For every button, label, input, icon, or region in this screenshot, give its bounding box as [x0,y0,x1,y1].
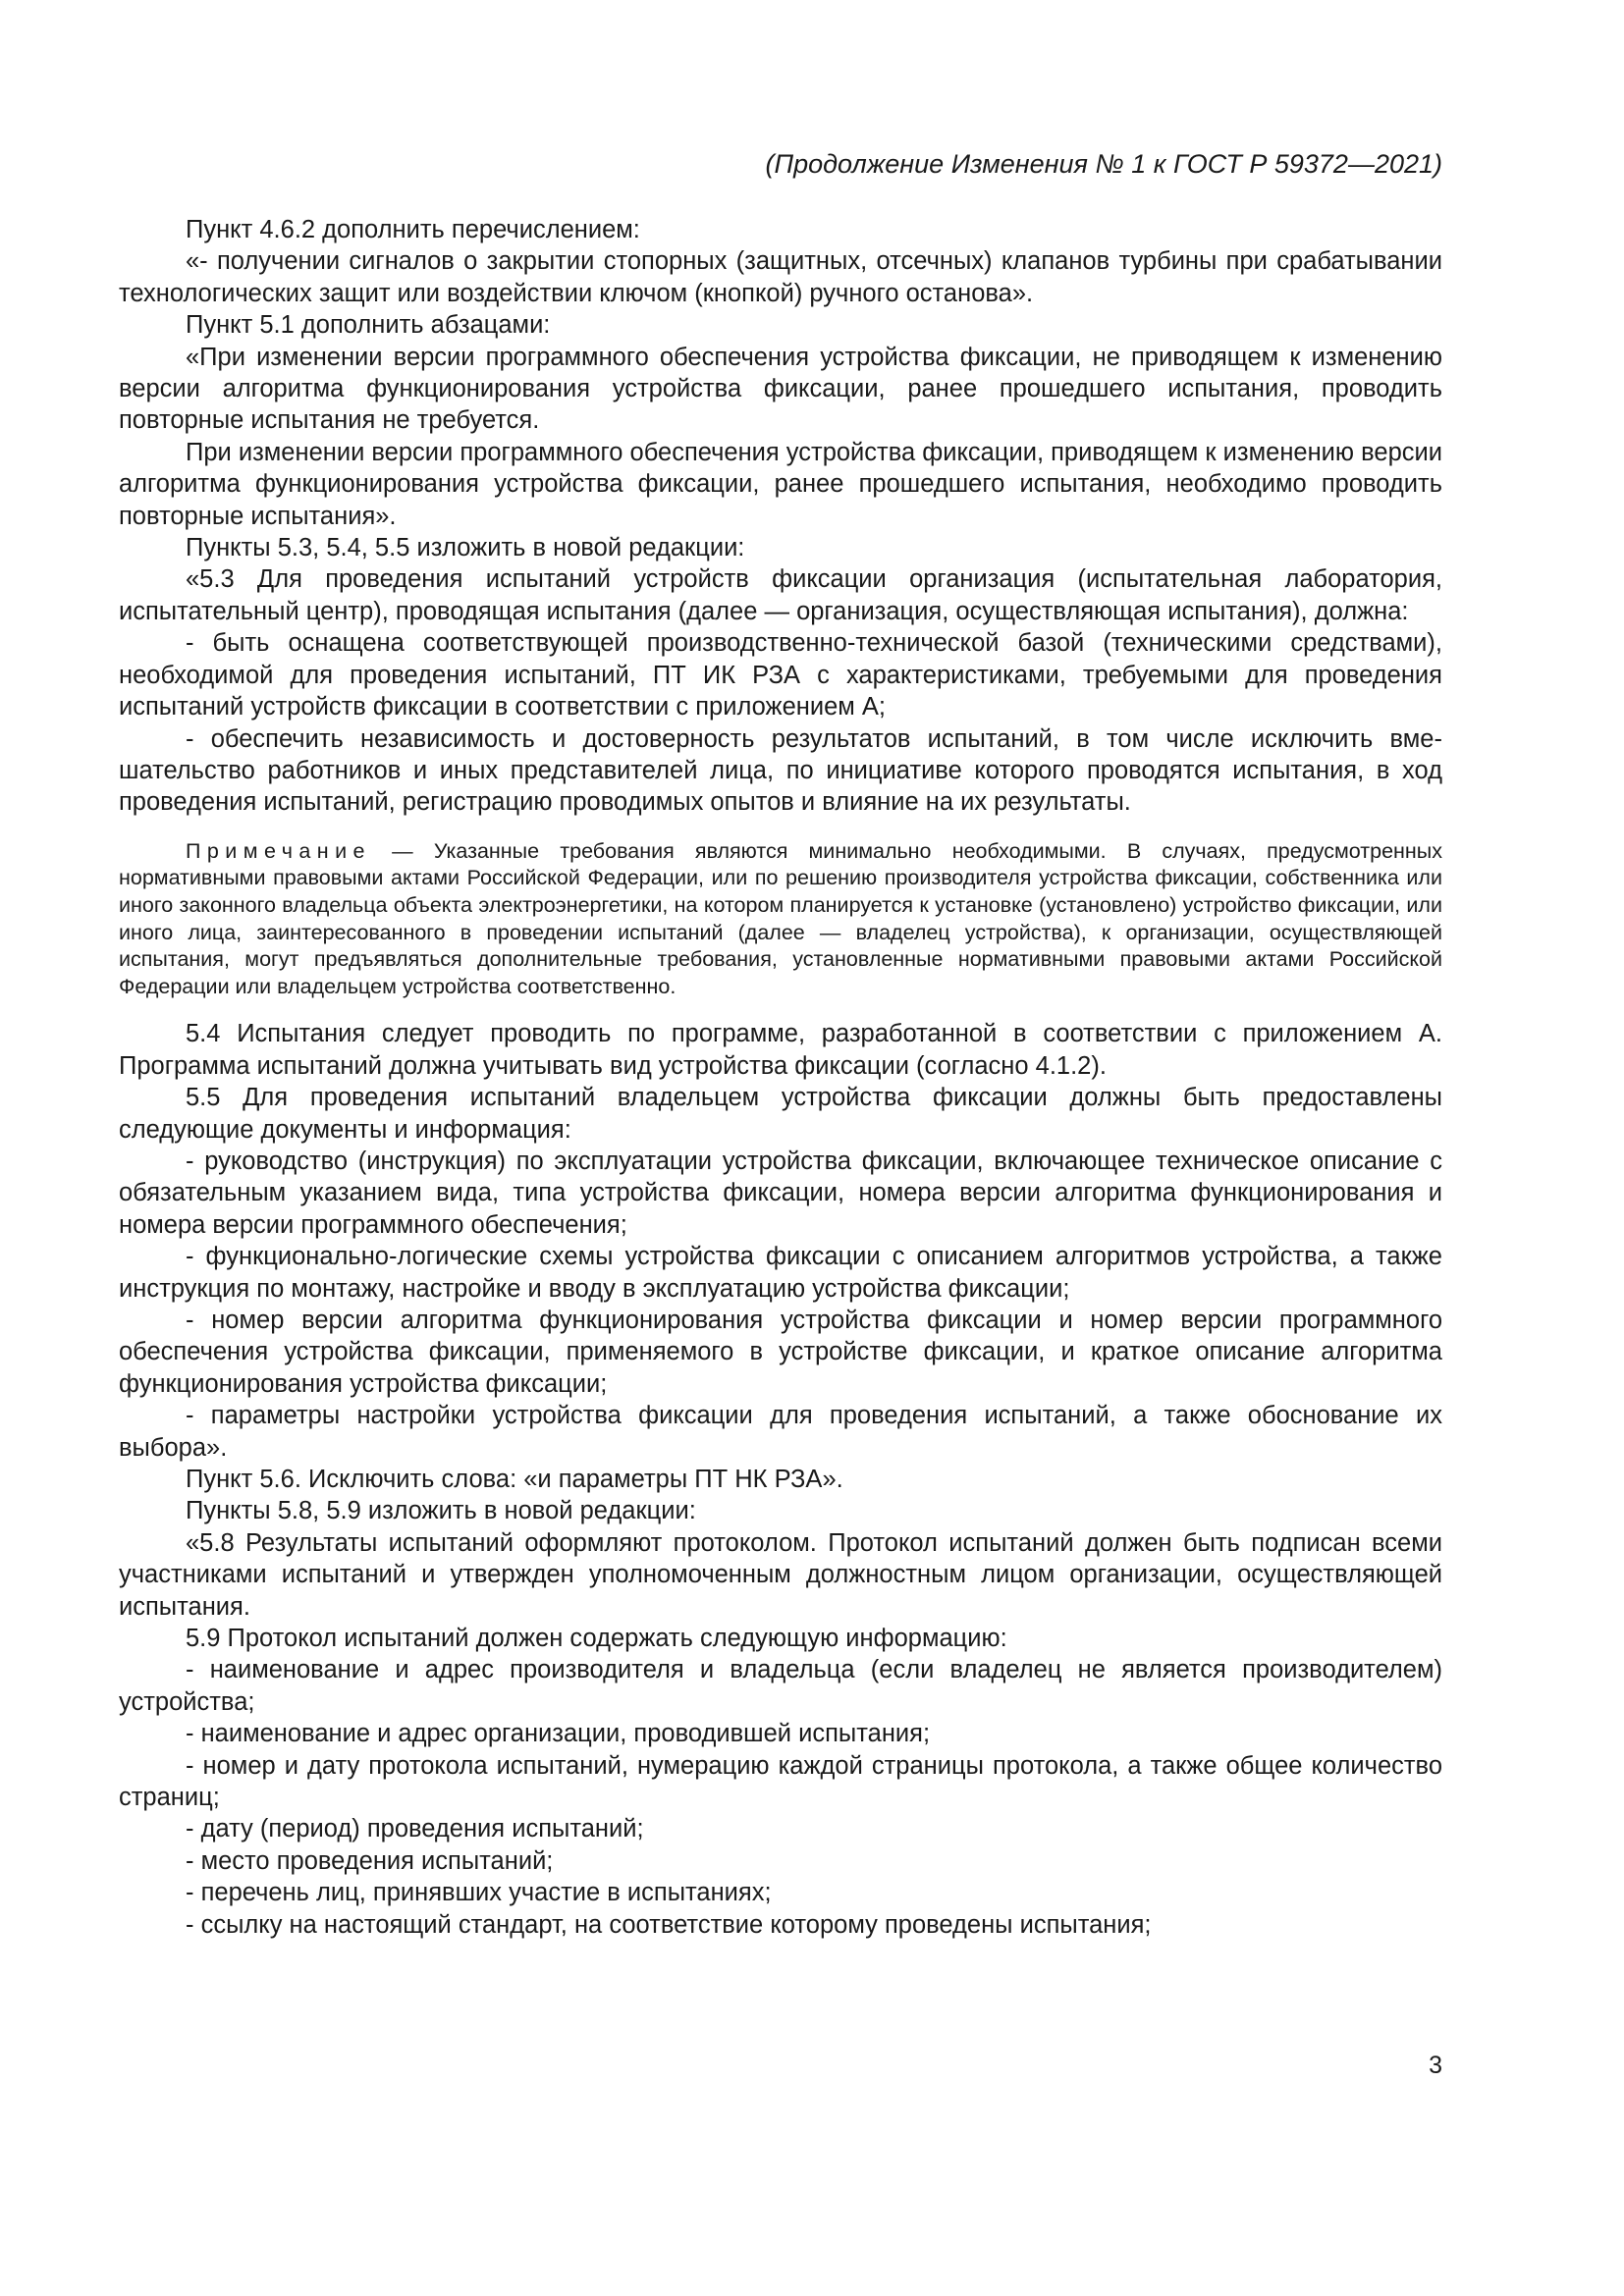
paragraph: - место проведения испытаний; [186,1846,554,1875]
paragraph: 5.5 Для проведения испытаний владельцем устройства фиксации должны быть предоставлены следующие документы и информация: [119,1084,1442,1144]
paragraph: - дату (период) проведения испытаний; [186,1815,644,1843]
paragraph: - быть оснащена соответствующей производственно-технической базой (техническими средствами), необходимой для проведения испытаний, ПТ ИК РЗА с характеристиками, требуемыми для проведения испытаний устройств фиксации в соответствии с приложением А; [119,629,1442,721]
page-number: 3 [1429,2052,1442,2079]
paragraph: - наименование и адрес организации, проводившей испытания; [186,1720,931,1748]
paragraph: - функционально-логические схемы устройства фиксации с описанием алгоритмов устройства, а также инструкция по монтажу, настройке и вводу в эксплуатацию устройства фиксации; [119,1243,1442,1303]
note-paragraph [119,838,1442,1001]
paragraph: «5.8 Результаты испытаний оформляют протоколом. Протокол испытаний должен быть подписан всеми участниками испытаний и утвержден уполномоченным должностным лицом организации, осуществляющей испытания. [119,1528,1442,1621]
note-text: — Указанные требования являются минимально необходимыми. В случаях, предусмотренных нормативными правовыми актами Российской Федерации, или по решению производителя устройства фиксации, собственника или иного законного владельца объекта электроэнергетики, на котором планируется к установке (установлено) устройство фиксации, или иного лица, заинтересованного в проведении испытаний (далее — владелец устройства), к организации, осуществляющей испытания, могут предъявляться дополнительные требования, установленные нормативными правовыми актами Российской Федерации или владельцем устройства соответственно. [119,838,1442,998]
paragraph: 5.4 Испытания следует проводить по программе, разработанной в соответствии с приложением А. Программа испытаний должна учитывать вид устройства фиксации (согласно 4.1.2). [119,1020,1442,1080]
paragraph: - номер версии алгоритма функционирования устройства фиксации и номер версии программного обеспечения устройства фиксации, применяемого в устройстве фиксации, и краткое описание алгоритма функционирования устройства фиксации; [119,1306,1442,1398]
paragraph: Пункты 5.3, 5.4, 5.5 изложить в новой редакции: [186,534,745,562]
paragraph: - ссылку на настоящий стандарт, на соответствие которому проведены испытания; [186,1910,1152,1939]
paragraph: При изменении версии программного обеспечения устройства фиксации, приводящем к изменению версии алгоритма функционирования устройства фиксации, ранее прошедшего испытания, необходимо проводить повторные испытания». [119,438,1442,530]
paragraph: - руководство (инструкция) по эксплуатации устройства фиксации, включающее техническое описание с обязательным указанием вида, типа устройства фиксации, номера версии алгоритма функционирования и номера версии программного обеспечения; [119,1147,1442,1239]
paragraph: - номер и дату протокола испытаний, нумерацию каждой страницы протокола, а также общее количество страниц; [119,1751,1442,1812]
document-body [119,214,1442,1941]
paragraph: Пункт 5.1 дополнить абзацами: [186,311,551,340]
note-label: Примечание [186,838,371,863]
paragraph: «При изменении версии программного обеспечения устройства фиксации, не приводящем к изменению версии алгоритма функционирования устройства фиксации, ранее прошедшего испытания, проводить повторные испытания не требуется. [119,343,1442,435]
paragraph: - перечень лиц, принявших участие в испытаниях; [186,1879,772,1907]
paragraph: «5.3 Для проведения испытаний устройств фиксации организация (испытательная лаборатория, испытательный центр), проводящая испытания (далее — организация, осуществляющая испытания), должна: [119,565,1442,625]
paragraph: «- получении сигналов о закрытии стопорных (защитных, отсечных) клапанов турбины при срабатывании технологических защит или воздействии ключом (кнопкой) ручного останова». [119,247,1442,307]
paragraph: - параметры настройки устройства фиксации для проведения испытаний, а также обоснование их выбора». [119,1402,1442,1462]
running-header: (Продолжение Изменения № 1 к ГОСТ Р 59372—2021) [765,149,1442,179]
paragraph: Пункты 5.8, 5.9 изложить в новой редакции: [186,1497,696,1525]
paragraph: Пункт 4.6.2 дополнить перечислением: [186,216,640,243]
paragraph: 5.9 Протокол испытаний должен содержать следующую информацию: [186,1625,1007,1652]
paragraph: - наименование и адрес производителя и владельца (если владелец не является производителем) устройства; [119,1656,1442,1716]
paragraph: Пункт 5.6. Исключить слова: «и параметры ПТ НК РЗА». [186,1465,843,1493]
paragraph: - обеспечить независимость и достоверность результатов испытаний, в том числе исключить вмешательство работников и иных представителей лица, по инициативе которого проводятся испытания, в ход проведения испытаний, регистрацию проводимых опытов и влияние на их результаты. [119,724,1442,817]
note-block [119,838,1442,1001]
